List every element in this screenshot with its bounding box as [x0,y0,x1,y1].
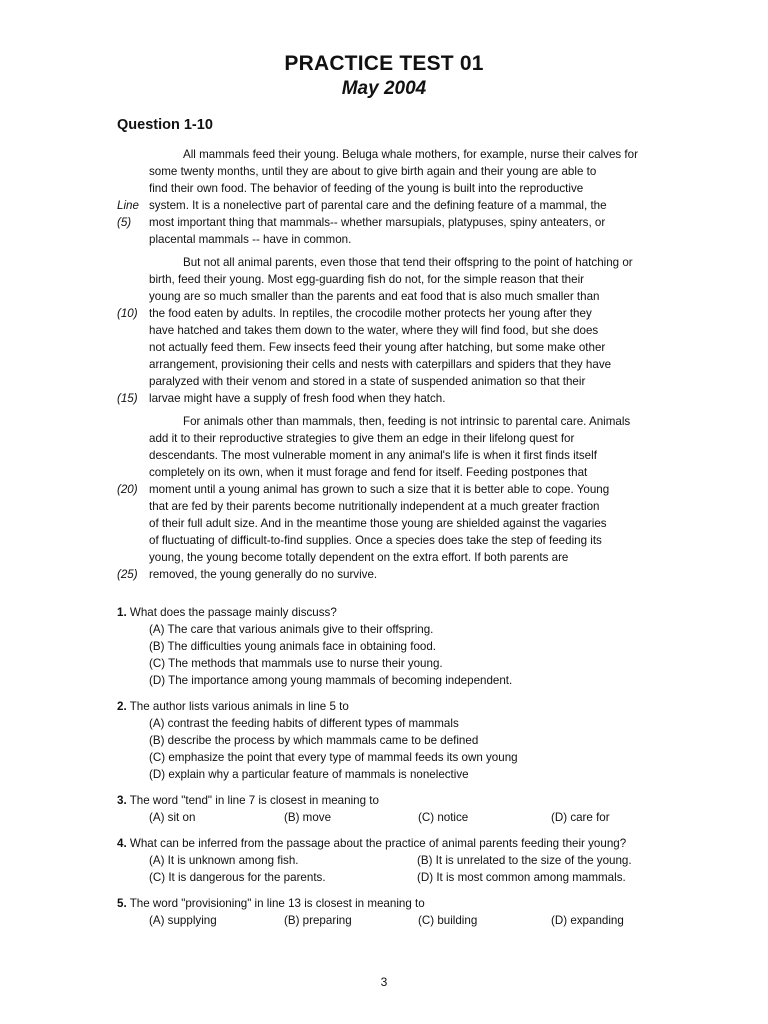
passage-line-text: But not all animal parents, even those that tend their offspring to the point of hatching or [183,256,633,269]
passage-line [0,447,768,464]
passage-line-text: the food eaten by adults. In reptiles, the crocodile mother protects her young after they [149,307,592,320]
passage-paragraph [0,146,768,248]
question-number: 2. [117,700,127,713]
answer-option: (C) It is dangerous for the parents. [149,871,326,884]
question-text: What can be inferred from the passage about the practice of animal parents feeding their young? [129,837,627,850]
passage-line-text: young are so much smaller than the parents and eat food that is also much smaller than [149,290,600,303]
page-number: 3 [380,975,388,989]
question-stem [0,698,768,715]
passage-line-text: most important thing that mammals-- whether marsupials, platypuses, spiny anteaters, or [149,216,606,229]
question-list [0,604,768,938]
answer-option: (A) It is unknown among fish. [149,854,299,867]
passage-line [0,254,768,271]
answer-options [0,621,768,689]
passage-line [0,197,768,214]
passage-line-text: that are fed by their parents become nutritionally independent at a much greater fraction [149,500,600,513]
question-text: What does the passage mainly discuss? [129,606,337,619]
answer-options [0,809,768,826]
passage-line [0,481,768,498]
passage-line [0,339,768,356]
passage-line-text: system. It is a nonelective part of parental care and the defining feature of a mammal, the [149,199,607,212]
answer-option: (B) describe the process by which mammals came to be defined [149,734,479,747]
question-text: The word "provisioning" in line 13 is closest in meaning to [129,897,425,910]
question-item [0,895,768,929]
passage-line-text: completely on its own, when it must forage and fend for itself. Feeding postpones that [149,466,588,479]
answer-option: (D) It is most common among mammals. [417,871,626,884]
question-stem [0,604,768,621]
line-number-marker: (10) [117,307,138,320]
question-item [0,792,768,826]
passage-line [0,515,768,532]
answer-option: (C) The methods that mammals use to nurse their young. [149,657,443,670]
passage-line [0,430,768,447]
line-number-marker: (15) [117,392,138,405]
question-text: The author lists various animals in line 5 to [129,700,349,713]
page-subtitle: May 2004 [341,78,427,99]
passage-line [0,566,768,583]
passage-line-text: add it to their reproductive strategies to give them an edge in their lifelong quest for [149,432,575,445]
line-number-marker: (5) [117,216,132,229]
reading-passage [0,146,768,589]
answer-options [0,869,768,886]
answer-option: (D) The importance among young mammals of becoming independent. [149,674,513,687]
passage-line [0,532,768,549]
answer-option: (A) contrast the feeding habits of different types of mammals [149,717,459,730]
answer-options [0,912,768,929]
line-number-marker: (20) [117,483,138,496]
passage-line-text: arrangement, provisioning their cells and nests with caterpillars and spiders that they have [149,358,612,371]
question-number: 5. [117,897,127,910]
page-title: PRACTICE TEST 01 [284,52,484,75]
answer-options [0,852,768,869]
passage-line [0,413,768,430]
answer-option: (A) supplying [149,914,217,927]
passage-line-text: birth, feed their young. Most egg-guarding fish do not, for the simple reason that their [149,273,585,286]
passage-line [0,464,768,481]
line-number-marker: (25) [117,568,138,581]
passage-line [0,373,768,390]
passage-line-text: not actually feed them. Few insects feed their young after hatching, but some make other [149,341,606,354]
passage-line-text: For animals other than mammals, then, feeding is not intrinsic to parental care. Animals [183,415,631,428]
question-number: 4. [117,837,127,850]
answer-options [0,715,768,783]
passage-line [0,271,768,288]
passage-line [0,146,768,163]
passage-line [0,549,768,566]
passage-line-text: moment until a young animal has grown to such a size that it is better able to cope. Young [149,483,610,496]
question-item [0,604,768,689]
question-number: 1. [117,606,127,619]
answer-option: (D) care for [551,811,610,824]
passage-line-text: have hatched and takes them down to the water, where they will find food, but she does [149,324,599,337]
question-number: 3. [117,794,127,807]
passage-line-text: removed, the young generally do no survive. [149,568,378,581]
answer-option: (C) notice [418,811,469,824]
passage-line [0,356,768,373]
passage-line [0,231,768,248]
answer-option: (D) expanding [551,914,624,927]
question-range-heading: Question 1-10 [117,117,213,133]
answer-option: (A) sit on [149,811,196,824]
passage-line-text: All mammals feed their young. Beluga whale mothers, for example, nurse their calves for [183,148,638,161]
passage-line-text: of their full adult size. And in the meantime those young are shielded against the vagaries [149,517,607,530]
passage-line [0,305,768,322]
passage-line-text: find their own food. The behavior of feeding of the young is built into the reproductive [149,182,584,195]
question-stem [0,792,768,809]
passage-line-text: placental mammals -- have in common. [149,233,352,246]
passage-line-text: descendants. The most vulnerable moment in any animal's life is when it first finds itself [149,449,597,462]
question-stem [0,835,768,852]
question-text: The word "tend" in line 7 is closest in meaning to [129,794,379,807]
passage-line-text: some twenty months, until they are about to give birth again and their young are able to [149,165,597,178]
passage-line [0,498,768,515]
passage-line-text: of fluctuating of difficult-to-find supplies. Once a species does take the step of feeding its [149,534,602,547]
answer-option: (A) The care that various animals give to their offspring. [149,623,434,636]
passage-line [0,180,768,197]
passage-line-text: paralyzed with their venom and stored in a state of suspended animation so that their [149,375,586,388]
question-item [0,835,768,886]
answer-option: (C) building [418,914,478,927]
passage-line [0,322,768,339]
passage-paragraph [0,413,768,583]
passage-paragraph [0,254,768,407]
passage-line [0,163,768,180]
passage-line-text: young, the young become totally dependent on the extra effort. If both parents are [149,551,569,564]
answer-option: (B) The difficulties young animals face in obtaining food. [149,640,437,653]
answer-option: (B) preparing [284,914,352,927]
answer-option: (D) explain why a particular feature of mammals is nonelective [149,768,469,781]
passage-line [0,390,768,407]
passage-line [0,288,768,305]
passage-line [0,214,768,231]
line-number-marker: Line [117,199,139,212]
answer-option: (C) emphasize the point that every type of mammal feeds its own young [149,751,518,764]
question-item [0,698,768,783]
question-stem [0,895,768,912]
passage-line-text: larvae might have a supply of fresh food when they hatch. [149,392,446,405]
answer-option: (B) move [284,811,332,824]
answer-option: (B) It is unrelated to the size of the young. [417,854,632,867]
